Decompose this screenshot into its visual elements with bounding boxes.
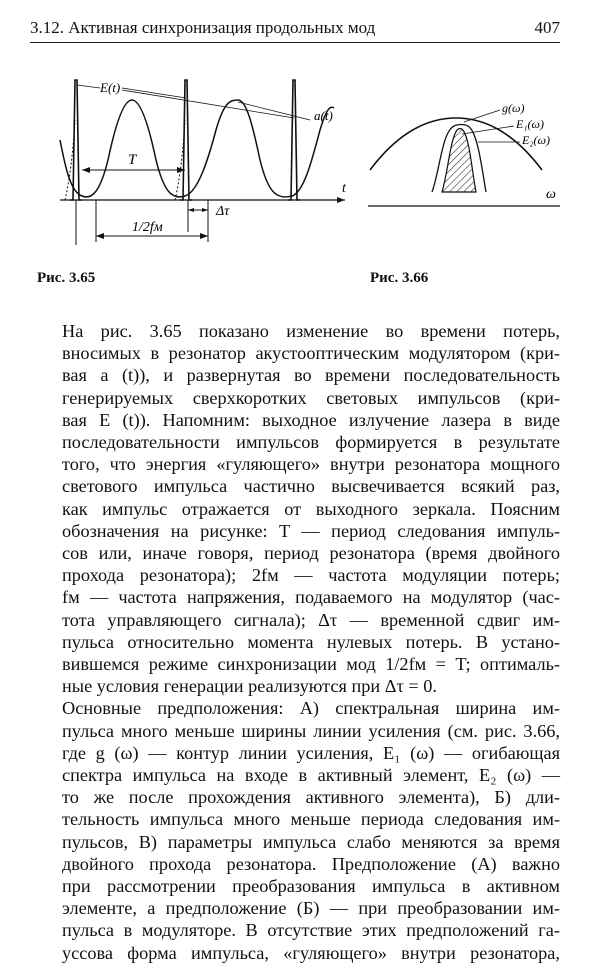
text-line: при рассмотрении преобразования импульса в активном xyxy=(62,876,560,897)
text-line: как импульс отражается от выходного зеркала. Поясним xyxy=(62,498,560,519)
text-line: того, что энергия «гуляющего» внутри резонатора мощного xyxy=(62,454,560,475)
label-T: T xyxy=(128,152,137,168)
text-line: обозначения на рисунке: T — период следования импуль- xyxy=(62,520,560,541)
text-line: спектра импульса на входе в активный элемент, E₂ (ω) — xyxy=(62,765,560,786)
text-line: уссова форма импульса, «гуляющего» внутри резонатора, xyxy=(62,942,560,963)
text-line: Основные предположения: A) спектральная ширина им- xyxy=(62,698,560,719)
spectrum-e1 xyxy=(442,129,476,193)
label-E: E(t) xyxy=(100,80,121,95)
label-dtau: Δτ xyxy=(216,204,230,219)
text-line: ные условия генерации реализуются при Δτ = 0. xyxy=(62,676,438,697)
label-t: t xyxy=(342,181,346,196)
text-line: то же после прохождения активного элемента), Б) дли- xyxy=(62,787,560,808)
text-line: fм — частота напряжения, подаваемого на модулятор (час- xyxy=(62,587,560,608)
text-line: последовательности импульсов формируется в результате xyxy=(62,432,560,453)
label-g: g(ω) xyxy=(502,101,525,115)
pulse-3 xyxy=(288,80,300,200)
caption-3-65: Рис. 3.65 xyxy=(37,270,96,286)
text-line: вносимых в резонатор акустооптическим модулятором (кри- xyxy=(62,343,560,364)
text-line: пульсов, B) параметры импульса слабо меняются за время xyxy=(62,831,560,852)
text-line: элементе, а предположение (Б) — при преобразовании им- xyxy=(62,898,560,919)
body-text xyxy=(32,320,560,964)
text-line: пульса относительно момента нулевых потерь. В устано- xyxy=(62,631,560,652)
text-line: пульса в модуляторе. В отсутствие этих предположений га- xyxy=(62,920,560,941)
text-line: сов или, иначе говоря, период резонатора (время двойного xyxy=(62,543,560,564)
text-line: прохода резонатора); 2fм — частота модуляции потерь; xyxy=(62,565,560,586)
running-header xyxy=(30,18,560,42)
figure-3-65 xyxy=(40,60,360,250)
figure-3-66 xyxy=(360,90,580,230)
text-line: вая a (t)), и развернутая во времени последовательность xyxy=(62,365,560,386)
text-line: На рис. 3.65 показано изменение во времени потерь, xyxy=(62,321,560,341)
text-line: пульса много меньше ширины линии усиления (см. рис. 3.66, xyxy=(62,720,560,741)
text-line: вая E (t)). Напомним: выходное излучение лазера в виде xyxy=(62,409,560,430)
text-line: где g (ω) — контур линии усиления, E₁ (ω) — огибающая xyxy=(62,742,560,763)
text-line: вившемся режиме синхронизации мод 1/2fм = T; оптималь- xyxy=(62,654,560,675)
text-line: тельность импульса много меньше периода следования им- xyxy=(62,809,560,830)
label-E2: E₂(ω) xyxy=(522,133,550,147)
text-line: двойного прохода резонатора. Предположение (A) важно xyxy=(62,853,560,874)
caption-3-66: Рис. 3.66 xyxy=(370,270,429,286)
text-line: генерируемых сверхкоротких световых импульсов (кри- xyxy=(62,387,560,408)
label-a: a(t) xyxy=(314,108,333,123)
header-rule xyxy=(30,42,560,43)
text-line: светового импульса частично высвечивается всякий раз, xyxy=(62,476,560,497)
page-number: 407 xyxy=(534,18,560,37)
paragraph-2 xyxy=(32,697,560,963)
label-omega: ω xyxy=(546,187,556,202)
text-line: тота управляющего сигнала); Δτ — временной сдвиг им- xyxy=(62,609,560,630)
label-E1: E₁(ω) xyxy=(516,117,544,131)
pulse-1 xyxy=(70,80,82,200)
paragraph-1 xyxy=(32,320,560,697)
section-title: 3.12. Активная синхронизация продольных мод xyxy=(30,18,376,37)
label-half-period: 1/2fм xyxy=(132,220,163,235)
